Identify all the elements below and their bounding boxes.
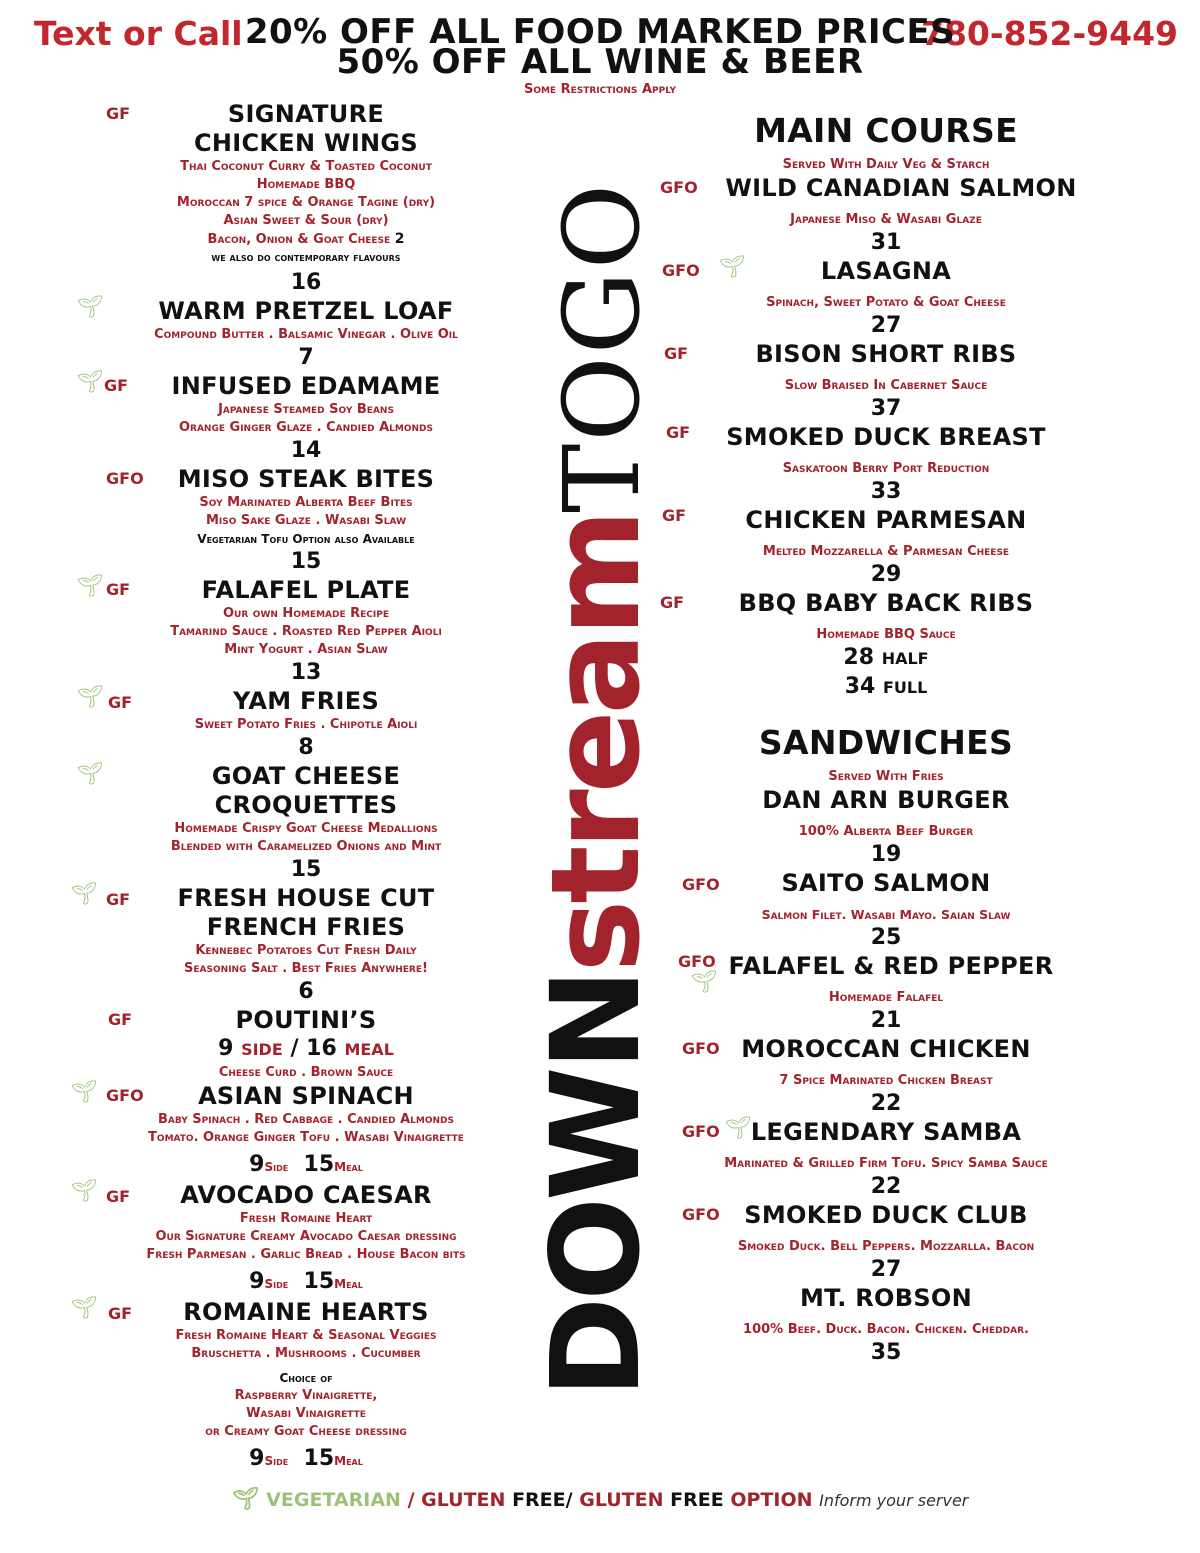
item-title: ROMAINE HEARTS	[183, 1298, 429, 1326]
item-title: SMOKED DUCK BREAST	[726, 423, 1046, 451]
item-price: 22	[870, 1174, 902, 1199]
item-desc: Mint Yogurt . Asian Slaw	[224, 642, 388, 657]
brand-togo: TOGO	[541, 182, 663, 514]
gfo-tag: GFO	[682, 1039, 720, 1058]
side-label: Side	[264, 1160, 289, 1174]
item-desc: Seasoning Salt . Best Fries Anywhere!	[184, 961, 428, 976]
section-heading-main: MAIN COURSE	[754, 111, 1018, 150]
gfo-tag: GFO	[678, 952, 716, 971]
item-price: 35	[870, 1340, 902, 1365]
dietary-legend	[0, 1487, 1200, 1512]
price-meal: 16	[306, 1036, 337, 1061]
item-price-line	[676, 673, 1096, 702]
price-meal: 15	[303, 1152, 335, 1177]
gf-tag: GF	[108, 1304, 133, 1323]
legend-free: FREE	[670, 1489, 724, 1511]
gfo-tag: GFO	[682, 1122, 720, 1141]
legend-free: FREE	[512, 1489, 566, 1511]
item-price: 31	[870, 230, 902, 255]
item-desc: Japanese Steamed Soy Beans	[218, 402, 394, 417]
item-desc: Homemade Crispy Goat Cheese Medallions	[174, 821, 438, 836]
price-meal: 15	[303, 1269, 335, 1294]
item-price: 7	[298, 345, 314, 370]
item-desc: Homemade BBQ	[256, 177, 356, 192]
item-desc: 100% Beef. Duck. Bacon. Chicken. Cheddar.	[743, 1322, 1029, 1337]
item-desc: Kennebec Potatoes Cut Fresh Daily	[195, 943, 417, 958]
item-price: 25	[870, 925, 902, 950]
item-price: 27	[870, 1257, 902, 1282]
item-desc: Homemade BBQ Sauce	[816, 627, 956, 642]
legend-vegetarian: VEGETARIAN	[266, 1489, 401, 1511]
item-desc: Our own Homemade Recipe	[222, 606, 389, 621]
price-full: 34	[844, 674, 876, 699]
item-price: 37	[870, 396, 902, 421]
brand-down: DOWN	[525, 972, 667, 1398]
item-title: SAITO SALMON	[781, 869, 991, 897]
menu-item-duck-breast	[666, 423, 1096, 506]
item-price: 6	[298, 979, 314, 1004]
legend-option: OPTION	[730, 1489, 813, 1511]
gf-tag: GF	[666, 423, 691, 442]
leaf-icon: 🌱︎	[724, 1116, 752, 1141]
section-subheading: Served With Daily Veg & Starch	[782, 157, 990, 172]
side-label: Side	[264, 1277, 289, 1291]
legend-slash: /	[407, 1489, 415, 1511]
meal-label: Meal	[334, 1277, 363, 1291]
item-price-line	[96, 1151, 516, 1181]
section-subheading: Served With Fries	[828, 769, 944, 784]
leaf-icon: 🌱︎	[718, 255, 746, 280]
item-desc-text: Bacon, Onion & Goat Cheese	[207, 232, 391, 247]
item-title: BBQ BABY BACK RIBS	[738, 589, 1034, 617]
meal-label: MEAL	[344, 1040, 394, 1059]
price-side: 9	[218, 1036, 234, 1061]
menu-item-chicken-parm	[662, 506, 1096, 589]
item-desc: Saskatoon Berry Port Reduction	[782, 461, 990, 476]
menu-item-moroccan-chicken	[676, 1035, 1096, 1118]
side-label: SIDE	[241, 1040, 283, 1059]
item-desc: Japanese Miso & Wasabi Glaze	[790, 212, 982, 227]
gfo-tag: GFO	[660, 178, 698, 197]
item-price: 14	[290, 438, 322, 463]
item-desc: 7 Spice Marinated Chicken Breast	[779, 1073, 993, 1088]
gf-tag: GF	[664, 344, 689, 363]
item-price: 13	[290, 660, 322, 685]
leaf-icon: 🌱︎	[70, 1296, 98, 1321]
item-price: 16	[290, 270, 322, 295]
item-desc: Raspberry Vinaigrette,	[234, 1388, 378, 1403]
item-desc: Melted Mozzarella & Parmesan Cheese	[762, 544, 1010, 559]
item-price: 22	[870, 1091, 902, 1116]
meal-label: Meal	[334, 1454, 363, 1468]
menu-item-bison	[664, 340, 1096, 423]
gf-tag: GF	[106, 1187, 131, 1206]
item-desc: Blended with Caramelized Onions and Mint	[170, 839, 442, 854]
legend-slash: /	[565, 1489, 573, 1511]
item-desc: Marinated & Grilled Firm Tofu. Spicy Samba Sauce	[724, 1156, 1048, 1171]
menu-item-bbq-ribs	[660, 589, 1096, 702]
menu-item-croquettes	[76, 762, 516, 884]
menu-item-falafel-sandwich	[676, 952, 1096, 1035]
item-title: CHICKEN WINGS	[193, 129, 419, 157]
item-desc: Orange Ginger Glaze . Candied Almonds	[178, 420, 433, 435]
item-title: BISON SHORT RIBS	[755, 340, 1017, 368]
leaf-icon: 🌱︎	[76, 370, 104, 395]
gf-tag: GF	[104, 376, 129, 395]
gf-tag: GF	[108, 693, 133, 712]
menu-item-asian-spinach	[70, 1080, 516, 1181]
promo-food: 20% OFF ALL FOOD MARKED PRICES	[244, 12, 956, 52]
full-label: FULL	[882, 678, 928, 697]
slash: /	[290, 1036, 299, 1061]
item-title: DAN ARN BURGER	[762, 786, 1010, 814]
item-price: 21	[870, 1008, 902, 1033]
item-desc: or Creamy Goat Cheese dressing	[205, 1424, 407, 1439]
item-price: 8	[298, 735, 314, 760]
leaf-icon: 🌱︎	[76, 762, 104, 787]
gfo-tag: GFO	[682, 875, 720, 894]
item-title: FALAFEL PLATE	[201, 576, 411, 604]
item-desc: Smoked Duck. Bell Peppers. Mozzarlla. Bacon	[737, 1239, 1035, 1254]
item-title: MOROCCAN CHICKEN	[741, 1035, 1031, 1063]
gf-tag: GF	[106, 104, 131, 123]
item-desc-extra: 2	[394, 231, 405, 247]
leaf-icon: 🌱︎	[76, 295, 104, 320]
gf-tag: GF	[106, 890, 131, 909]
restrictions-note: Some Restrictions Apply	[523, 82, 677, 97]
item-desc: Soy Marinated Alberta Beef Bites	[199, 495, 413, 510]
menu-item-poutini	[96, 1006, 516, 1082]
item-title: CHICKEN PARMESAN	[745, 506, 1027, 534]
item-note: we also do contemporary flavours	[211, 251, 401, 264]
section-heading-sandwiches: SANDWICHES	[758, 723, 1014, 762]
half-label: HALF	[881, 649, 929, 668]
right-menu-column	[660, 110, 1096, 1367]
item-desc: Fresh Romaine Heart & Seasonal Veggies	[175, 1328, 437, 1343]
item-desc: Tamarind Sauce . Roasted Red Pepper Aioli	[170, 624, 442, 639]
item-desc: Thai Coconut Curry & Toasted Coconut	[180, 159, 432, 174]
item-desc: Compound Butter . Balsamic Vinegar . Olive Oil	[154, 327, 458, 342]
menu-item-edamame	[76, 370, 516, 465]
leaf-icon: 🌱︎	[76, 685, 104, 710]
gf-tag: GF	[108, 1010, 133, 1029]
legend-inform: Inform your server	[819, 1491, 969, 1510]
item-price: 29	[870, 562, 902, 587]
item-desc: Baby Spinach . Red Cabbage . Candied Almonds	[158, 1112, 454, 1127]
menu-item-duck-club	[676, 1201, 1096, 1284]
meal-label: Meal	[334, 1160, 363, 1174]
gfo-tag: GFO	[682, 1205, 720, 1224]
menu-item-burger	[676, 786, 1096, 869]
menu-item-saito-salmon	[676, 869, 1096, 952]
leaf-icon: 🌱︎	[76, 574, 104, 599]
item-desc: Miso Sake Glaze . Wasabi Slaw	[205, 513, 407, 528]
leaf-icon: 🌱︎	[70, 1179, 98, 1204]
item-note: Vegetarian Tofu Option also Available	[197, 532, 415, 546]
menu-item-yam-fries	[76, 685, 516, 762]
item-desc: Wasabi Vinaigrette	[246, 1406, 366, 1421]
menu-item-wings	[96, 100, 516, 297]
item-desc: Salmon Filet. Wasabi Mayo. Saian Slaw	[761, 907, 1011, 922]
side-label: Side	[264, 1454, 289, 1468]
item-desc: Slow Braised In Cabernet Sauce	[784, 378, 988, 393]
item-desc: Moroccan 7 spice & Orange Tagine (dry)	[176, 195, 436, 210]
item-price: 19	[870, 842, 902, 867]
item-title: WILD CANADIAN SALMON	[725, 174, 1077, 202]
item-price: 15	[290, 549, 322, 574]
price-half: 28	[843, 645, 875, 670]
item-desc	[96, 230, 516, 249]
leaf-icon: 🌱︎	[70, 1080, 98, 1105]
price-side: 9	[249, 1152, 265, 1177]
brand-stream: stream	[525, 513, 667, 973]
item-title: WARM PRETZEL LOAF	[158, 297, 454, 325]
item-desc: Asian Sweet & Sour (dry)	[223, 213, 389, 228]
menu-item-falafel-plate	[76, 574, 516, 687]
brand-logo	[525, 140, 667, 1440]
gf-tag: GF	[660, 593, 685, 612]
item-desc: Homemade Falafel	[828, 990, 944, 1005]
gfo-tag: GFO	[106, 1086, 144, 1105]
item-title: SIGNATURE	[227, 100, 385, 128]
item-title: FALAFEL & RED PEPPER	[728, 952, 1054, 980]
item-title: LASAGNA	[820, 257, 952, 285]
item-desc: Tomato. Orange Ginger Tofu . Wasabi Vinaigrette	[148, 1130, 464, 1145]
menu-item-avocado-caesar	[70, 1179, 516, 1298]
promo-drink: 50% OFF ALL WINE & BEER	[336, 42, 864, 82]
item-title: CROQUETTES	[214, 791, 398, 819]
gfo-tag: GFO	[106, 469, 144, 488]
item-title: SMOKED DUCK CLUB	[744, 1201, 1028, 1229]
price-side: 9	[249, 1269, 265, 1294]
item-price-line	[96, 1445, 516, 1475]
leaf-icon: 🌱︎	[231, 1487, 260, 1512]
item-desc: Sweet Potato Fries . Chipotle Aioli	[194, 717, 418, 732]
left-menu-column	[70, 100, 516, 1475]
menu-item-fries	[70, 882, 516, 1006]
item-title: MISO STEAK BITES	[177, 465, 435, 493]
gf-tag: GF	[662, 506, 687, 525]
menu-item-miso	[96, 465, 516, 576]
menu-item-lasagna	[662, 255, 1096, 340]
item-desc: Our Signature Creamy Avocado Caesar dressing	[155, 1229, 457, 1244]
item-price: 15	[290, 857, 322, 882]
item-price-line	[676, 644, 1096, 673]
item-title: INFUSED EDAMAME	[171, 372, 441, 400]
item-desc: Spinach, Sweet Potato & Goat Cheese	[766, 295, 1006, 310]
item-desc: Cheese Curd . Brown Sauce	[218, 1065, 394, 1080]
price-meal: 15	[303, 1446, 335, 1471]
leaf-icon: 🌱︎	[690, 970, 718, 995]
legend-gluten: GLUTEN	[579, 1489, 664, 1511]
item-desc: Fresh Romaine Heart	[239, 1211, 373, 1226]
menu-item-romaine	[70, 1296, 516, 1475]
item-title: LEGENDARY SAMBA	[750, 1118, 1022, 1146]
item-title: FRENCH FRIES	[206, 913, 406, 941]
item-title: GOAT CHEESE	[211, 762, 401, 790]
menu-item-pretzel	[76, 295, 516, 372]
item-title: MT. ROBSON	[799, 1284, 973, 1312]
text-or-call-label: Text or Call	[34, 14, 243, 53]
menu-item-samba	[676, 1118, 1096, 1201]
menu-item-mt-robson	[676, 1284, 1096, 1367]
item-price-line	[96, 1035, 516, 1064]
gf-tag: GF	[106, 580, 131, 599]
menu-item-salmon	[660, 174, 1096, 257]
item-title: FRESH HOUSE CUT	[177, 884, 435, 912]
item-choice: Choice of	[279, 1371, 333, 1385]
price-side: 9	[249, 1446, 265, 1471]
item-desc: 100% Alberta Beef Burger	[798, 824, 974, 839]
leaf-icon: 🌱︎	[70, 882, 98, 907]
item-desc: Bruschetta . Mushrooms . Cucumber	[191, 1346, 421, 1361]
item-title: AVOCADO CAESAR	[180, 1181, 432, 1209]
item-title: YAM FRIES	[232, 687, 380, 715]
item-price: 33	[870, 479, 902, 504]
item-title: ASIAN SPINACH	[198, 1082, 414, 1110]
gfo-tag: GFO	[662, 261, 700, 280]
item-price-line	[96, 1268, 516, 1298]
phone-number[interactable]: 780-852-9449	[920, 14, 1178, 53]
legend-gluten: GLUTEN	[421, 1489, 506, 1511]
item-title: POUTINI’S	[235, 1006, 377, 1034]
item-desc: Fresh Parmesan . Garlic Bread . House Bacon bits	[146, 1247, 466, 1262]
item-price: 27	[870, 313, 902, 338]
